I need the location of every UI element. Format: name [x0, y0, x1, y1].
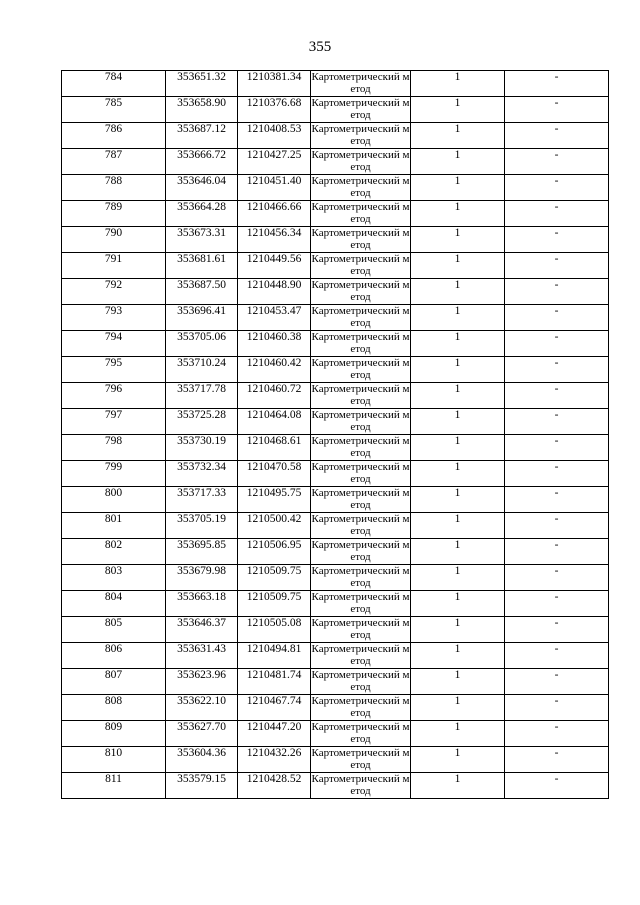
point-number-cell: 803 [62, 565, 166, 591]
method-text: Картометрический метод [311, 175, 410, 199]
accuracy-cell: 1 [411, 253, 505, 279]
method-cell [311, 773, 411, 799]
x-coordinate-cell: 353623.96 [166, 669, 238, 695]
y-coordinate-cell: 1210460.72 [238, 383, 311, 409]
note-cell: - [505, 565, 609, 591]
method-cell [311, 747, 411, 773]
y-coordinate-cell: 1210466.66 [238, 201, 311, 227]
table-row [62, 331, 609, 357]
table-row [62, 175, 609, 201]
note-cell: - [505, 513, 609, 539]
accuracy-cell: 1 [411, 461, 505, 487]
table-row [62, 773, 609, 799]
accuracy-cell: 1 [411, 669, 505, 695]
point-number-cell: 788 [62, 175, 166, 201]
method-text: Картометрический метод [311, 357, 410, 381]
x-coordinate-cell: 353604.36 [166, 747, 238, 773]
method-cell [311, 513, 411, 539]
table-row [62, 747, 609, 773]
table-row [62, 539, 609, 565]
method-text: Картометрический метод [311, 97, 410, 121]
method-text: Картометрический метод [311, 591, 410, 615]
accuracy-cell: 1 [411, 539, 505, 565]
x-coordinate-cell: 353717.78 [166, 383, 238, 409]
note-cell: - [505, 539, 609, 565]
accuracy-cell: 1 [411, 175, 505, 201]
y-coordinate-cell: 1210500.42 [238, 513, 311, 539]
method-cell [311, 643, 411, 669]
method-cell [311, 253, 411, 279]
y-coordinate-cell: 1210468.61 [238, 435, 311, 461]
method-cell [311, 357, 411, 383]
x-coordinate-cell: 353664.28 [166, 201, 238, 227]
accuracy-cell: 1 [411, 201, 505, 227]
table-row [62, 97, 609, 123]
x-coordinate-cell: 353710.24 [166, 357, 238, 383]
method-text: Картометрический метод [311, 643, 410, 667]
y-coordinate-cell: 1210470.58 [238, 461, 311, 487]
x-coordinate-cell: 353695.85 [166, 539, 238, 565]
method-cell [311, 331, 411, 357]
table-row [62, 565, 609, 591]
table-row [62, 201, 609, 227]
method-text: Картометрический метод [311, 513, 410, 537]
method-text: Картометрический метод [311, 253, 410, 277]
point-number-cell: 808 [62, 695, 166, 721]
method-text: Картометрический метод [311, 565, 410, 589]
accuracy-cell: 1 [411, 695, 505, 721]
method-text: Картометрический метод [311, 721, 410, 745]
accuracy-cell: 1 [411, 617, 505, 643]
method-cell [311, 695, 411, 721]
note-cell: - [505, 149, 609, 175]
note-cell: - [505, 201, 609, 227]
y-coordinate-cell: 1210376.68 [238, 97, 311, 123]
y-coordinate-cell: 1210460.38 [238, 331, 311, 357]
point-number-cell: 786 [62, 123, 166, 149]
table-row [62, 591, 609, 617]
table-row [62, 357, 609, 383]
table-row [62, 227, 609, 253]
x-coordinate-cell: 353579.15 [166, 773, 238, 799]
x-coordinate-cell: 353696.41 [166, 305, 238, 331]
method-cell [311, 227, 411, 253]
accuracy-cell: 1 [411, 435, 505, 461]
note-cell: - [505, 617, 609, 643]
coordinates-table [61, 70, 609, 799]
note-cell: - [505, 227, 609, 253]
x-coordinate-cell: 353687.12 [166, 123, 238, 149]
note-cell: - [505, 747, 609, 773]
y-coordinate-cell: 1210494.81 [238, 643, 311, 669]
accuracy-cell: 1 [411, 383, 505, 409]
method-text: Картометрический метод [311, 461, 410, 485]
point-number-cell: 799 [62, 461, 166, 487]
accuracy-cell: 1 [411, 279, 505, 305]
accuracy-cell: 1 [411, 487, 505, 513]
x-coordinate-cell: 353646.37 [166, 617, 238, 643]
method-text: Картометрический метод [311, 409, 410, 433]
method-cell [311, 721, 411, 747]
note-cell: - [505, 773, 609, 799]
table-row [62, 149, 609, 175]
note-cell: - [505, 71, 609, 97]
method-text: Картометрический метод [311, 539, 410, 563]
method-cell [311, 565, 411, 591]
method-cell [311, 617, 411, 643]
method-cell [311, 123, 411, 149]
method-text: Картометрический метод [311, 747, 410, 771]
method-cell [311, 149, 411, 175]
method-text: Картометрический метод [311, 331, 410, 355]
x-coordinate-cell: 353687.50 [166, 279, 238, 305]
point-number-cell: 797 [62, 409, 166, 435]
method-cell [311, 409, 411, 435]
x-coordinate-cell: 353730.19 [166, 435, 238, 461]
method-cell [311, 461, 411, 487]
method-text: Картометрический метод [311, 123, 410, 147]
table-row [62, 721, 609, 747]
accuracy-cell: 1 [411, 305, 505, 331]
method-cell [311, 591, 411, 617]
accuracy-cell: 1 [411, 123, 505, 149]
y-coordinate-cell: 1210432.26 [238, 747, 311, 773]
method-text: Картометрический метод [311, 279, 410, 303]
x-coordinate-cell: 353679.98 [166, 565, 238, 591]
x-coordinate-cell: 353666.72 [166, 149, 238, 175]
y-coordinate-cell: 1210495.75 [238, 487, 311, 513]
note-cell: - [505, 175, 609, 201]
point-number-cell: 791 [62, 253, 166, 279]
accuracy-cell: 1 [411, 331, 505, 357]
table-row [62, 279, 609, 305]
accuracy-cell: 1 [411, 149, 505, 175]
point-number-cell: 795 [62, 357, 166, 383]
accuracy-cell: 1 [411, 97, 505, 123]
note-cell: - [505, 435, 609, 461]
method-text: Картометрический метод [311, 617, 410, 641]
method-text: Картометрический метод [311, 149, 410, 173]
x-coordinate-cell: 353705.06 [166, 331, 238, 357]
note-cell: - [505, 409, 609, 435]
note-cell: - [505, 669, 609, 695]
x-coordinate-cell: 353622.10 [166, 695, 238, 721]
table-row [62, 409, 609, 435]
note-cell: - [505, 279, 609, 305]
method-cell [311, 201, 411, 227]
method-text: Картометрический метод [311, 227, 410, 251]
note-cell: - [505, 721, 609, 747]
point-number-cell: 806 [62, 643, 166, 669]
table-row [62, 695, 609, 721]
table-row [62, 253, 609, 279]
y-coordinate-cell: 1210509.75 [238, 591, 311, 617]
table-row [62, 383, 609, 409]
method-text: Картометрический метод [311, 695, 410, 719]
method-text: Картометрический метод [311, 435, 410, 459]
y-coordinate-cell: 1210449.56 [238, 253, 311, 279]
note-cell: - [505, 461, 609, 487]
x-coordinate-cell: 353705.19 [166, 513, 238, 539]
point-number-cell: 796 [62, 383, 166, 409]
method-cell [311, 383, 411, 409]
x-coordinate-cell: 353681.61 [166, 253, 238, 279]
point-number-cell: 798 [62, 435, 166, 461]
note-cell: - [505, 123, 609, 149]
point-number-cell: 785 [62, 97, 166, 123]
point-number-cell: 784 [62, 71, 166, 97]
accuracy-cell: 1 [411, 409, 505, 435]
point-number-cell: 804 [62, 591, 166, 617]
method-text: Картометрический метод [311, 773, 410, 797]
method-cell [311, 435, 411, 461]
point-number-cell: 800 [62, 487, 166, 513]
x-coordinate-cell: 353725.28 [166, 409, 238, 435]
x-coordinate-cell: 353631.43 [166, 643, 238, 669]
method-text: Картометрический метод [311, 71, 410, 95]
accuracy-cell: 1 [411, 71, 505, 97]
y-coordinate-cell: 1210509.75 [238, 565, 311, 591]
x-coordinate-cell: 353658.90 [166, 97, 238, 123]
method-cell [311, 175, 411, 201]
accuracy-cell: 1 [411, 565, 505, 591]
accuracy-cell: 1 [411, 747, 505, 773]
table-row [62, 435, 609, 461]
x-coordinate-cell: 353663.18 [166, 591, 238, 617]
y-coordinate-cell: 1210506.95 [238, 539, 311, 565]
y-coordinate-cell: 1210451.40 [238, 175, 311, 201]
y-coordinate-cell: 1210428.52 [238, 773, 311, 799]
point-number-cell: 807 [62, 669, 166, 695]
point-number-cell: 811 [62, 773, 166, 799]
point-number-cell: 805 [62, 617, 166, 643]
note-cell: - [505, 305, 609, 331]
point-number-cell: 792 [62, 279, 166, 305]
table-row [62, 305, 609, 331]
table-row [62, 643, 609, 669]
coordinates-table-body [62, 71, 609, 799]
accuracy-cell: 1 [411, 513, 505, 539]
table-row [62, 513, 609, 539]
y-coordinate-cell: 1210427.25 [238, 149, 311, 175]
y-coordinate-cell: 1210447.20 [238, 721, 311, 747]
method-cell [311, 539, 411, 565]
note-cell: - [505, 695, 609, 721]
page-number: 355 [308, 39, 332, 55]
y-coordinate-cell: 1210481.74 [238, 669, 311, 695]
note-cell: - [505, 331, 609, 357]
method-text: Картометрический метод [311, 487, 410, 511]
y-coordinate-cell: 1210464.08 [238, 409, 311, 435]
method-text: Картометрический метод [311, 201, 410, 225]
table-row [62, 669, 609, 695]
point-number-cell: 790 [62, 227, 166, 253]
point-number-cell: 787 [62, 149, 166, 175]
x-coordinate-cell: 353646.04 [166, 175, 238, 201]
table-row [62, 487, 609, 513]
method-text: Картометрический метод [311, 669, 410, 693]
note-cell: - [505, 383, 609, 409]
table-row [62, 461, 609, 487]
method-cell [311, 305, 411, 331]
accuracy-cell: 1 [411, 643, 505, 669]
method-cell [311, 97, 411, 123]
method-cell [311, 279, 411, 305]
point-number-cell: 802 [62, 539, 166, 565]
point-number-cell: 794 [62, 331, 166, 357]
point-number-cell: 809 [62, 721, 166, 747]
note-cell: - [505, 357, 609, 383]
y-coordinate-cell: 1210460.42 [238, 357, 311, 383]
method-text: Картометрический метод [311, 383, 410, 407]
accuracy-cell: 1 [411, 773, 505, 799]
y-coordinate-cell: 1210408.53 [238, 123, 311, 149]
x-coordinate-cell: 353717.33 [166, 487, 238, 513]
method-cell [311, 71, 411, 97]
x-coordinate-cell: 353732.34 [166, 461, 238, 487]
note-cell: - [505, 591, 609, 617]
accuracy-cell: 1 [411, 227, 505, 253]
table-row [62, 71, 609, 97]
method-cell [311, 487, 411, 513]
table-row [62, 123, 609, 149]
table-row [62, 617, 609, 643]
note-cell: - [505, 253, 609, 279]
accuracy-cell: 1 [411, 357, 505, 383]
method-text: Картометрический метод [311, 305, 410, 329]
point-number-cell: 789 [62, 201, 166, 227]
note-cell: - [505, 487, 609, 513]
point-number-cell: 801 [62, 513, 166, 539]
point-number-cell: 793 [62, 305, 166, 331]
accuracy-cell: 1 [411, 591, 505, 617]
y-coordinate-cell: 1210448.90 [238, 279, 311, 305]
y-coordinate-cell: 1210505.08 [238, 617, 311, 643]
y-coordinate-cell: 1210453.47 [238, 305, 311, 331]
accuracy-cell: 1 [411, 721, 505, 747]
point-number-cell: 810 [62, 747, 166, 773]
y-coordinate-cell: 1210381.34 [238, 71, 311, 97]
method-cell [311, 669, 411, 695]
note-cell: - [505, 643, 609, 669]
note-cell: - [505, 97, 609, 123]
x-coordinate-cell: 353651.32 [166, 71, 238, 97]
y-coordinate-cell: 1210456.34 [238, 227, 311, 253]
x-coordinate-cell: 353673.31 [166, 227, 238, 253]
x-coordinate-cell: 353627.70 [166, 721, 238, 747]
y-coordinate-cell: 1210467.74 [238, 695, 311, 721]
